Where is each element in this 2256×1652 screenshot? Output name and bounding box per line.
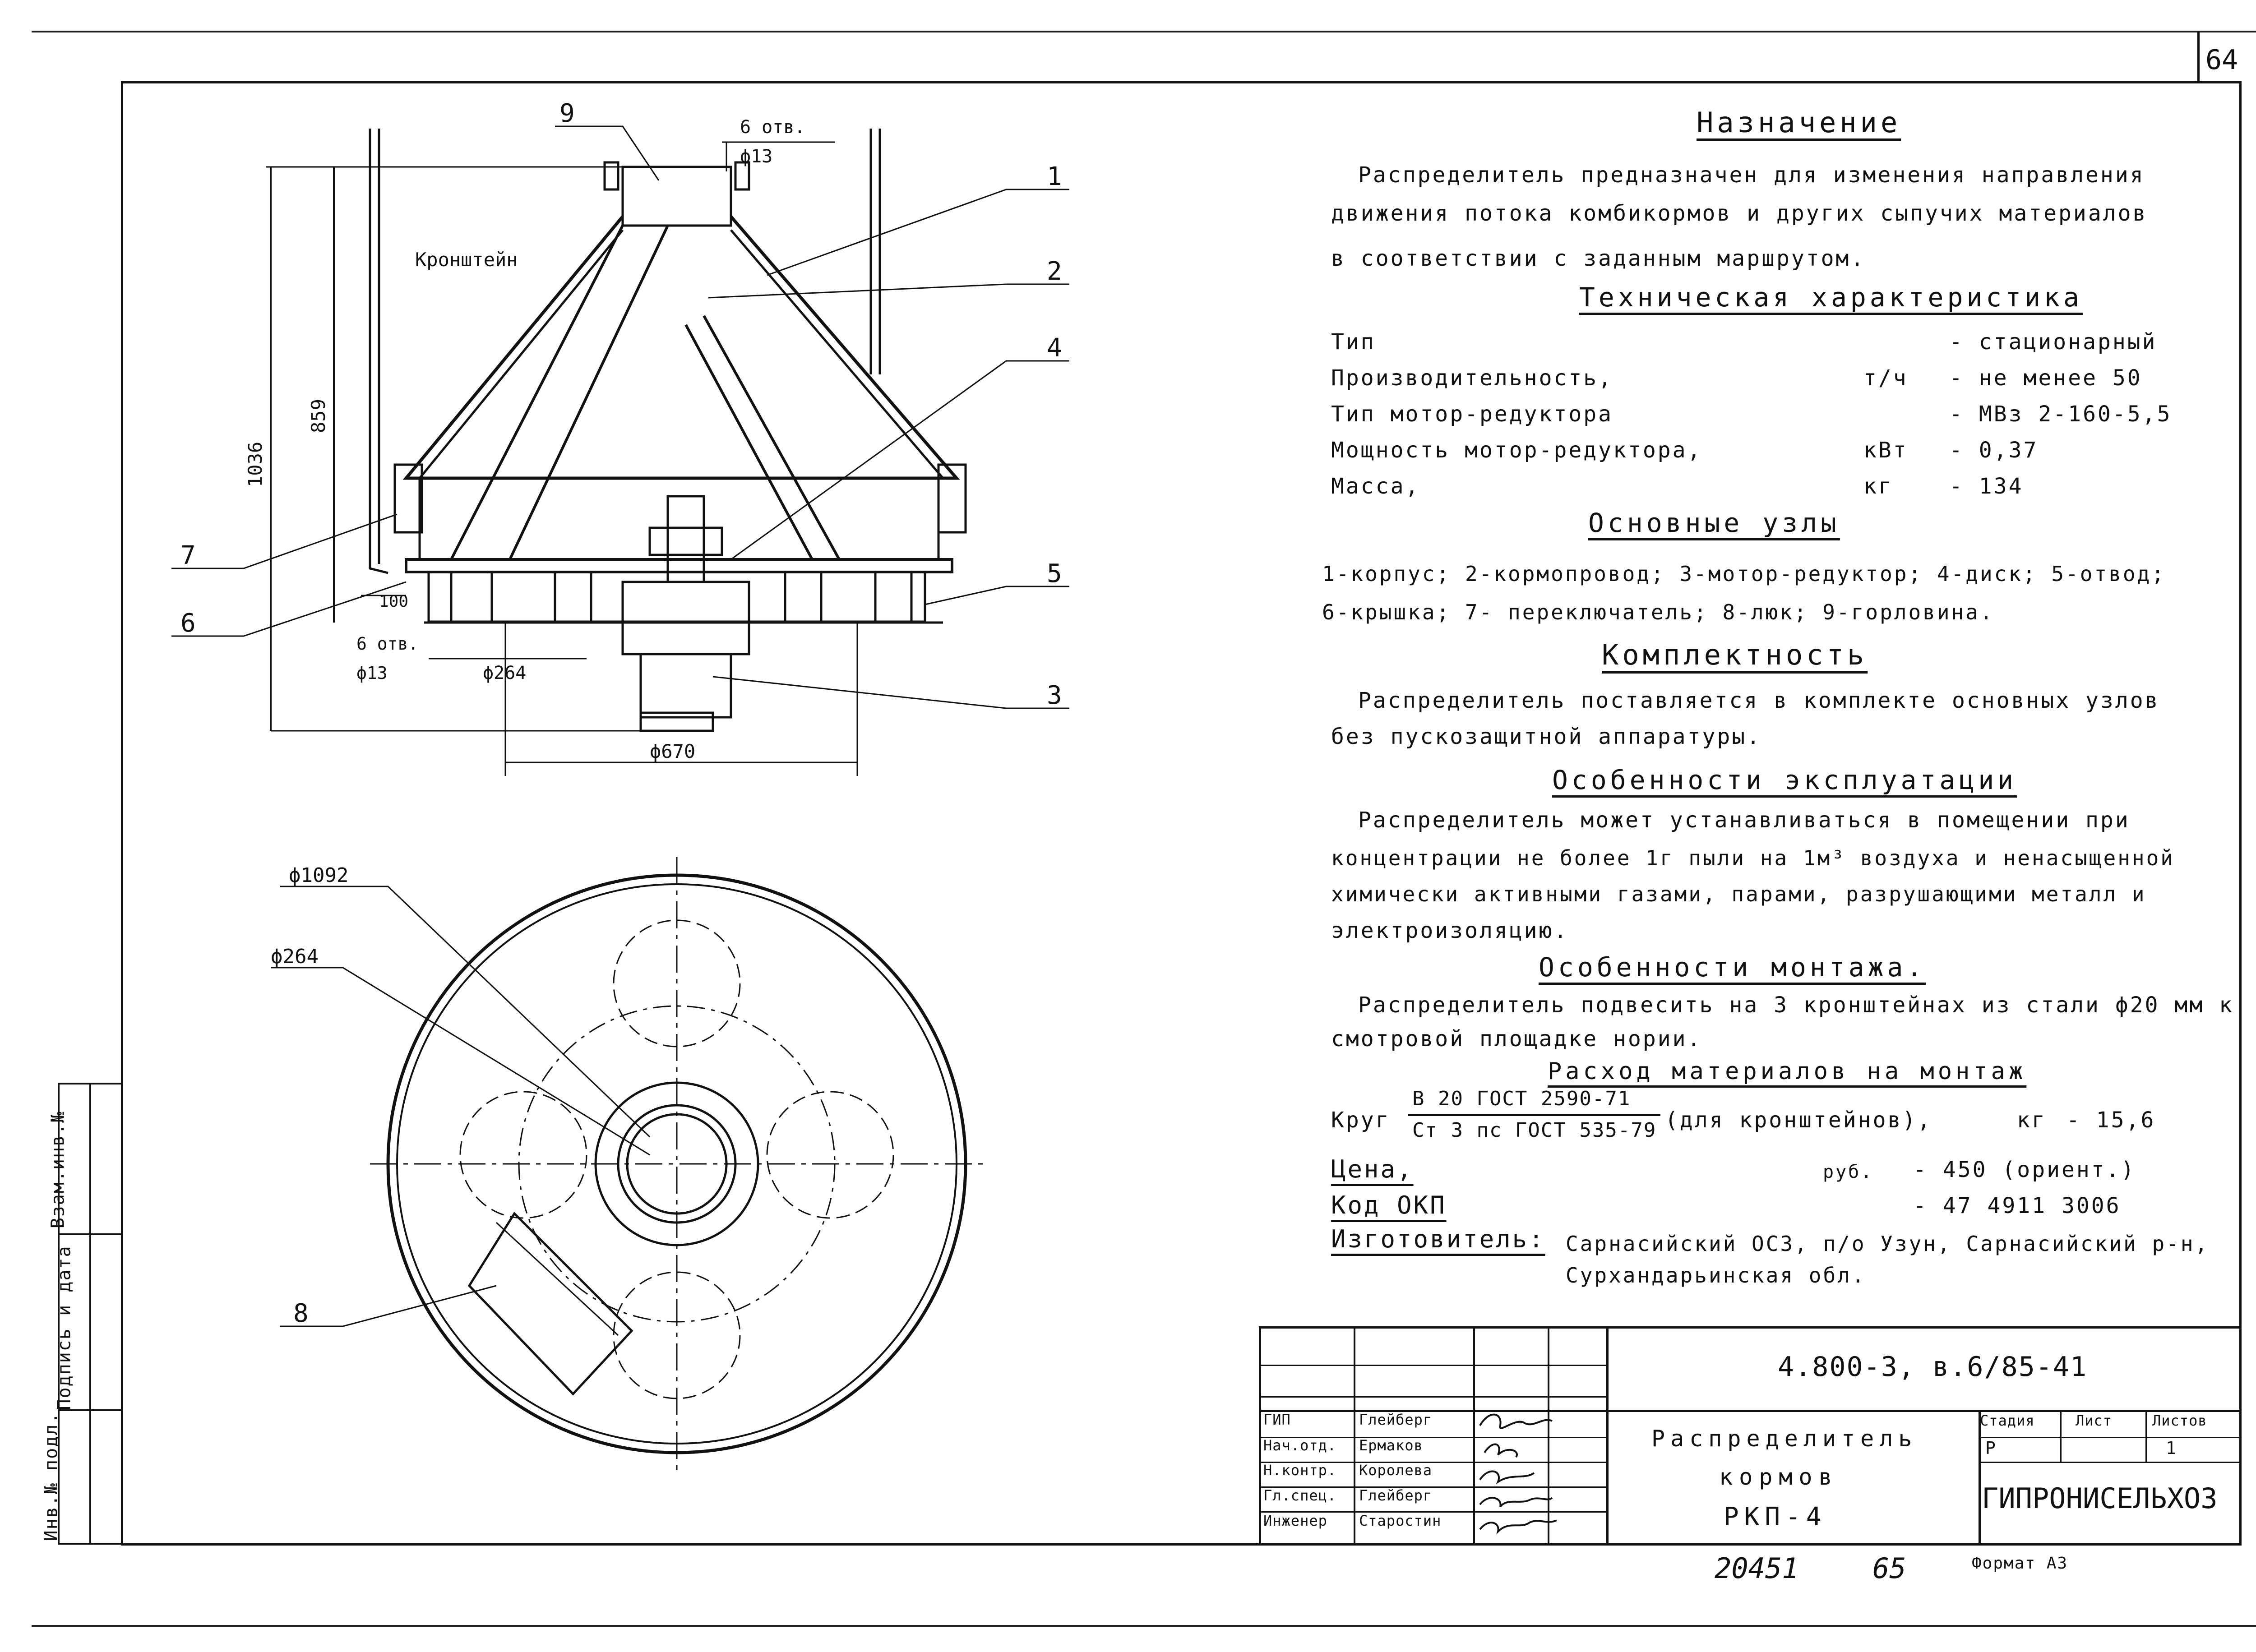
stage-value: Р bbox=[1985, 1438, 1996, 1458]
signature-2 bbox=[1484, 1444, 1517, 1457]
spec-value: - стационарный bbox=[1949, 329, 2157, 355]
completeness-line-2: без пускозащитной аппаратуры. bbox=[1331, 724, 1762, 749]
label-dim-859: 859 bbox=[307, 399, 329, 433]
materials-unit: кг bbox=[2017, 1107, 2047, 1133]
signature-5 bbox=[1480, 1520, 1557, 1532]
sheets-value: 1 bbox=[2166, 1438, 2177, 1458]
name-engineer: Старостин bbox=[1359, 1512, 1442, 1529]
price-label: Цена, bbox=[1331, 1155, 1414, 1183]
label-dim-100: 100 bbox=[379, 592, 409, 611]
purpose-title: Назначение bbox=[1697, 106, 1901, 139]
callout-2: 2 bbox=[1047, 257, 1062, 286]
operation-line-3: химически активными газами, парами, разрушающими металл и bbox=[1331, 882, 2146, 906]
role-engineer: Инженер bbox=[1263, 1512, 1327, 1529]
price-unit: руб. bbox=[1823, 1162, 1874, 1182]
completeness-title: Комплектность bbox=[1602, 638, 1868, 671]
spec-value: - не менее 50 bbox=[1949, 365, 2142, 391]
label-bracket: Кронштейн bbox=[415, 249, 518, 271]
callout-5: 5 bbox=[1047, 559, 1062, 588]
mounting-line-1: Распределитель подвесить на 3 кронштейнах из стали ϕ20 мм к bbox=[1358, 992, 2234, 1018]
spec-unit: кВт bbox=[1863, 438, 1908, 463]
side-stamp-sign: Подпись и дата bbox=[54, 1245, 75, 1410]
spec-value: - 134 bbox=[1949, 474, 2024, 499]
label-dim-670: ϕ670 bbox=[650, 740, 696, 762]
label-dim-1036: 1036 bbox=[244, 441, 266, 487]
product-name-line-2: кормов bbox=[1719, 1464, 1839, 1490]
spec-name: Тип мотор-редуктора bbox=[1331, 401, 1613, 427]
name-chief: Глейберг bbox=[1359, 1487, 1433, 1504]
chute bbox=[451, 226, 668, 559]
side-stamp-subst: Инв.№ подл. bbox=[41, 1412, 62, 1541]
callout-1: 1 bbox=[1047, 162, 1062, 191]
operation-title: Особенности эксплуатации bbox=[1552, 765, 2017, 795]
side-stamp-inv: Взам.инв.№ bbox=[47, 1111, 69, 1229]
completeness-line-1: Распределитель поставляется в комплекте основных узлов bbox=[1358, 688, 2160, 713]
spec-unit: кг bbox=[1863, 474, 1893, 499]
stage-header: Стадия bbox=[1980, 1412, 2035, 1429]
materials-numerator: В 20 ГОСТ 2590-71 bbox=[1412, 1087, 1631, 1110]
signature-4 bbox=[1480, 1498, 1552, 1507]
manufacturer-label: Изготовитель: bbox=[1331, 1225, 1545, 1253]
neck bbox=[623, 167, 731, 226]
callout-3: 3 bbox=[1047, 681, 1062, 710]
mounting-line-2: смотровой площадке нории. bbox=[1331, 1026, 1702, 1052]
materials-title: Расход материалов на монтаж bbox=[1548, 1058, 2027, 1085]
doc-code: 4.800-3, в.6/85-41 bbox=[1778, 1351, 2088, 1383]
sheet-header: Лист bbox=[2076, 1412, 2113, 1429]
name-gip: Глейберг bbox=[1359, 1411, 1433, 1428]
signature-3 bbox=[1480, 1471, 1534, 1482]
mounting-title: Особенности монтажа. bbox=[1539, 952, 1926, 983]
label-dia-bottom: ϕ13 bbox=[356, 663, 388, 683]
role-norm: Н.контр. bbox=[1263, 1462, 1337, 1479]
hatch bbox=[469, 1214, 632, 1394]
price-value: - 450 (ориент.) bbox=[1913, 1157, 2136, 1182]
label-plan-264: ϕ264 bbox=[271, 945, 319, 968]
spec-name: Тип bbox=[1331, 329, 1376, 355]
role-chief: Гл.спец. bbox=[1263, 1487, 1337, 1504]
label-dia-top: ϕ13 bbox=[740, 146, 773, 167]
manufacturer-line-2: Сурхандарьинская обл. bbox=[1566, 1263, 1866, 1287]
operation-line-2: концентрации не более 1г пыли на 1м³ воздуха и ненасыщенной bbox=[1331, 846, 2175, 870]
spec-unit: т/ч bbox=[1863, 365, 1908, 391]
units-title: Основные узлы bbox=[1588, 508, 1840, 538]
materials-note: (для кронштейнов), bbox=[1665, 1107, 1932, 1133]
operation-line-4: электроизоляцию. bbox=[1331, 918, 1569, 943]
page-number: 64 bbox=[2205, 44, 2238, 76]
callout-7: 7 bbox=[180, 541, 196, 570]
callout-8: 8 bbox=[293, 1299, 309, 1328]
product-name-line-3: РКП-4 bbox=[1724, 1502, 1827, 1532]
signatures bbox=[1475, 1407, 1566, 1543]
signature-1 bbox=[1480, 1415, 1552, 1428]
organization: ГИПРОНИСЕЛЬХОЗ bbox=[1982, 1482, 2218, 1515]
purpose-line-3: в соответствии с заданным маршрутом. bbox=[1331, 246, 1866, 271]
purpose-line-1: Распределитель предназначен для изменения направления bbox=[1358, 162, 2145, 188]
label-plan-1092: ϕ1092 bbox=[289, 864, 349, 887]
materials-item: Круг bbox=[1331, 1107, 1391, 1133]
name-norm: Королева bbox=[1359, 1462, 1433, 1479]
purpose-line-2: движения потока комбикормов и других сыпучих материалов bbox=[1331, 201, 2148, 226]
role-head: Нач.отд. bbox=[1263, 1437, 1337, 1454]
bottom-number: 65 bbox=[1872, 1552, 1906, 1585]
units-line-2: 6-крышка; 7- переключатель; 8-люк; 9-горловина. bbox=[1322, 600, 1994, 624]
callout-6: 6 bbox=[180, 609, 196, 638]
manufacturer-line-1: Сарнасийский ОСЗ, п/о Узун, Сарнасийский р-н, bbox=[1566, 1232, 2210, 1256]
motor-reducer bbox=[623, 582, 749, 654]
product-name-line-1: Распределитель bbox=[1651, 1426, 1918, 1452]
spec-name: Масса, bbox=[1331, 474, 1420, 499]
fraction-line bbox=[1408, 1114, 1660, 1116]
materials-value: - 15,6 bbox=[2066, 1107, 2156, 1133]
label-dim-264: ϕ264 bbox=[483, 663, 527, 683]
spec-value: - МВз 2-160-5,5 bbox=[1949, 401, 2172, 427]
materials-denominator: Ст 3 пс ГОСТ 535-79 bbox=[1412, 1119, 1657, 1142]
role-gip: ГИП bbox=[1263, 1411, 1291, 1428]
callout-9: 9 bbox=[559, 99, 575, 128]
bottom-edge-line bbox=[32, 1625, 2256, 1627]
spec-name: Производительность, bbox=[1331, 365, 1613, 391]
operation-line-1: Распределитель может устанавливаться в помещении при bbox=[1358, 808, 2130, 833]
label-holes-top: 6 отв. bbox=[740, 117, 805, 138]
specs-title: Техническая характеристика bbox=[1579, 282, 2083, 313]
sheets-header: Листов bbox=[2152, 1412, 2207, 1429]
label-holes-bottom: 6 отв. bbox=[356, 634, 419, 654]
format-label: Формат А3 bbox=[1972, 1554, 2068, 1573]
registration-number: 20451 bbox=[1715, 1552, 1799, 1585]
spec-name: Мощность мотор-редуктора, bbox=[1331, 438, 1702, 463]
disc bbox=[406, 559, 952, 572]
spec-value: - 0,37 bbox=[1949, 438, 2039, 463]
okp-label: Код ОКП bbox=[1331, 1191, 1447, 1219]
callout-4: 4 bbox=[1047, 333, 1062, 363]
name-head: Ермаков bbox=[1359, 1437, 1423, 1454]
okp-value: - 47 4911 3006 bbox=[1913, 1193, 2121, 1218]
units-line-1: 1-корпус; 2-кормопровод; 3-мотор-редуктор; 4-диск; 5-отвод; bbox=[1322, 562, 2166, 586]
